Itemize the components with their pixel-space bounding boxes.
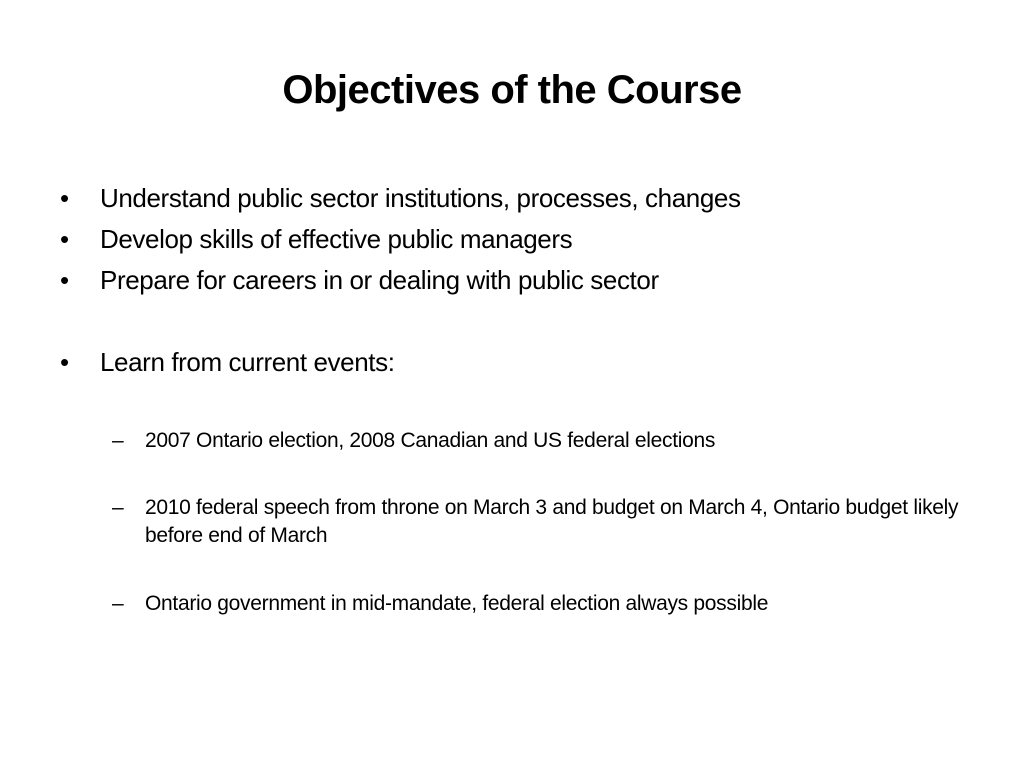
sub-bullet-marker: – — [112, 592, 124, 615]
bullet-text: Learn from current events: — [100, 347, 395, 377]
sub-bullet-marker: – — [112, 496, 124, 519]
bullet-marker: • — [60, 183, 69, 213]
bullet-marker: • — [60, 224, 69, 254]
bullet-marker: • — [60, 265, 69, 295]
sub-bullet-text: Ontario government in mid-mandate, federal election always possible — [145, 592, 769, 615]
sub-bullet-text: 2010 federal speech from throne on March 3 and budget on March 4, Ontario budget likely before end of March — [145, 496, 959, 547]
bullet-text: Prepare for careers in or dealing with public sector — [100, 265, 659, 295]
bullet-text: Develop skills of effective public managers — [100, 224, 573, 254]
sub-bullet-text: 2007 Ontario election, 2008 Canadian and US federal elections — [145, 429, 716, 452]
bullet-marker: • — [60, 347, 69, 377]
slide-title: Objectives of the Course — [282, 68, 742, 112]
sub-bullet-marker: – — [112, 429, 124, 452]
bullet-text: Understand public sector institutions, processes, changes — [100, 183, 741, 213]
